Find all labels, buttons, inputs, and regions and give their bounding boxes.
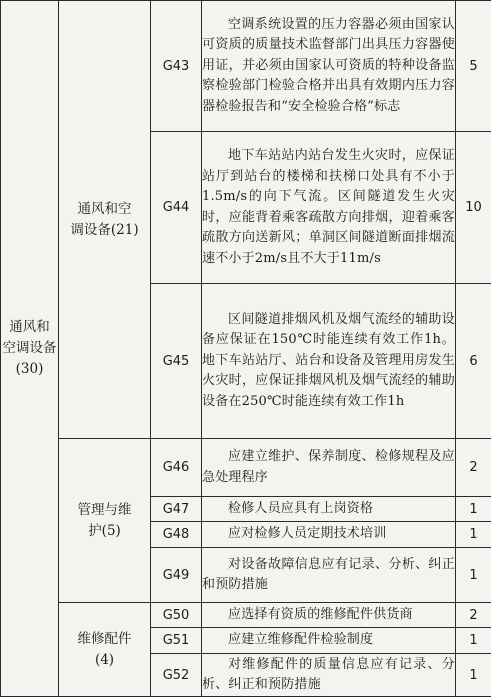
item-score: 1 [456, 628, 491, 654]
item-code: G45 [151, 284, 202, 439]
item-requirement-text: 空调系统设置的压力容器必须由国家认可资质的质量技术监督部门出具压力容器使用证，并必须由国家认可资质的特种设备监察检验部门检验合格并出具有效期内压力容器检验报告和“安全检验合格”标志 [202, 15, 455, 118]
item-requirement [202, 439, 456, 497]
item-requirement-text: 应建立维修配件检验制度 [202, 630, 455, 651]
item-code: G46 [151, 439, 202, 497]
item-requirement [202, 497, 456, 522]
item-score: 1 [456, 548, 491, 603]
category-level1-cell [1, 1, 59, 697]
item-requirement [202, 628, 456, 654]
item-requirement-text: 应选择有资质的维修配件供货商 [202, 605, 455, 626]
item-requirement [202, 548, 456, 603]
item-code: G47 [151, 497, 202, 522]
item-requirement [202, 1, 456, 132]
item-code: G43 [151, 1, 202, 132]
item-requirement-text: 对维修配件的质量信息应有记录、分析、纠正和预防措施 [202, 655, 455, 696]
item-requirement [202, 522, 456, 548]
item-code: G50 [151, 603, 202, 628]
item-code: G52 [151, 654, 202, 697]
category-level1-name-line1: 通风和 [1, 317, 58, 338]
item-code: G48 [151, 522, 202, 548]
group-name-cell [59, 603, 151, 697]
table-row [1, 1, 491, 132]
group-name-line1: 管理与维 [59, 500, 150, 521]
item-requirement-text: 应建立维护、保养制度、检修规程及应急处理程序 [202, 447, 455, 488]
table-row [1, 439, 491, 497]
group-name-line1: 通风和空 [59, 199, 150, 220]
table-row [1, 603, 491, 628]
item-score: 6 [456, 284, 491, 439]
item-code: G49 [151, 548, 202, 603]
group-name-line2: (4) [59, 650, 150, 671]
item-requirement-text: 地下车站站内站台发生火灾时，应保证站厅到站台的楼梯和扶梯口处具有不小于1.5m/s的向下气流。区间隧道发生火灾时，应能背着乘客疏散方向排烟，迎着乘客疏散方向送新风；单洞区间隧道断面排烟流速不小于2m/s且不大于11m/s [202, 146, 455, 269]
item-score: 2 [456, 603, 491, 628]
item-score: 1 [456, 522, 491, 548]
item-score: 10 [456, 132, 491, 284]
item-requirement-text: 对设备故障信息应有记录、分析、纠正和预防措施 [202, 555, 455, 596]
item-score: 1 [456, 654, 491, 697]
item-requirement-text: 检修人员应具有上岗资格 [202, 499, 455, 520]
group-name-line2: 调设备(21) [59, 220, 150, 241]
item-requirement-text: 区间隧道排烟风机及烟气流经的辅助设备应保证在150℃时能连续有效工作1h。地下车站站厅、站台和设备及管理用房发生火灾时，应保证排烟风机及烟气流经的辅助设备在250℃时能连续有效工作1h [202, 310, 455, 413]
group-name-line1: 维修配件 [59, 629, 150, 650]
item-code: G51 [151, 628, 202, 654]
item-score: 5 [456, 1, 491, 132]
group-name-cell [59, 439, 151, 603]
item-requirement [202, 132, 456, 284]
category-level1-count: (30) [1, 359, 58, 380]
item-requirement [202, 603, 456, 628]
group-name-cell [59, 1, 151, 439]
item-code: G44 [151, 132, 202, 284]
item-requirement [202, 654, 456, 697]
item-score: 2 [456, 439, 491, 497]
group-name-line2: 护(5) [59, 521, 150, 542]
category-level1-name-line2: 空调设备 [1, 338, 58, 359]
item-requirement [202, 284, 456, 439]
item-requirement-text: 应对检修人员定期技术培训 [202, 524, 455, 545]
item-score: 1 [456, 497, 491, 522]
